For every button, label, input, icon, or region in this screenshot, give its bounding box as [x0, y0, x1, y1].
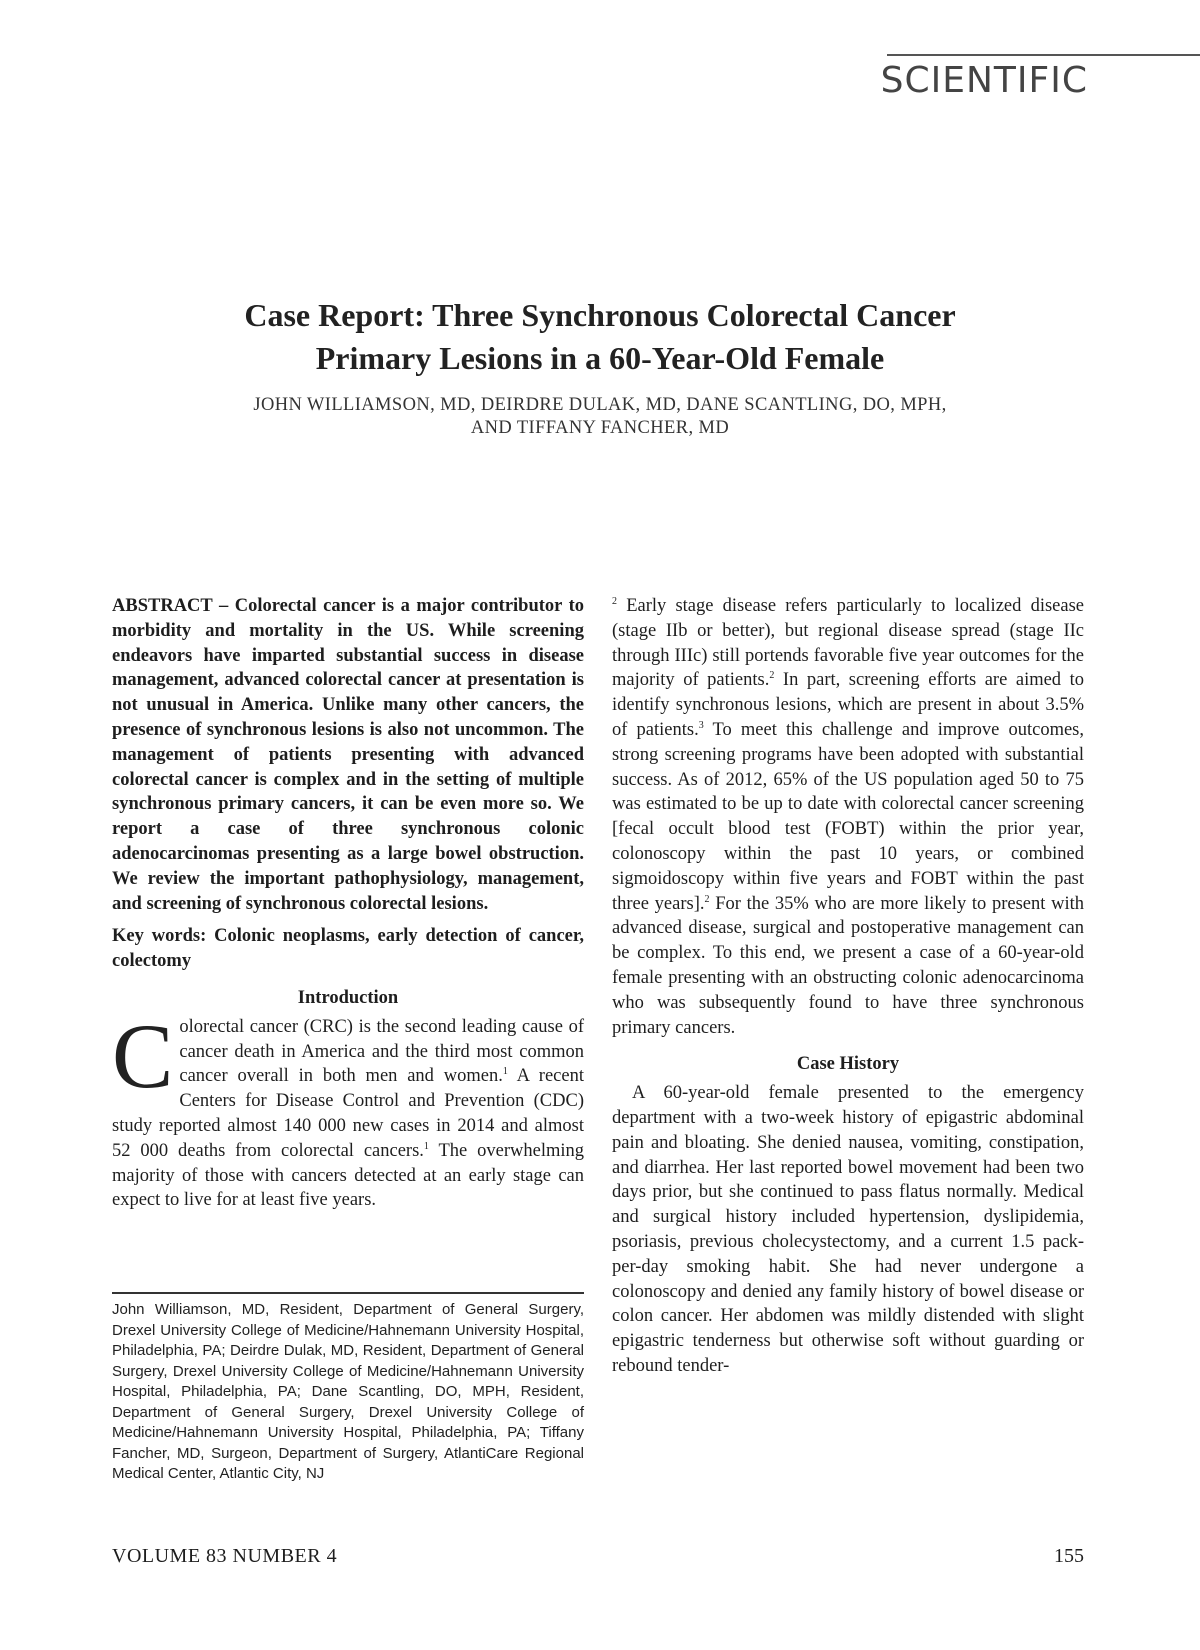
authors: [112, 394, 1088, 440]
ref-2: 2: [612, 595, 617, 607]
case-history-paragraph: A 60-year-old female presented to the emergency department with a two-week history of epigastric abdominal pain and bloating. She denied nausea, vomiting, constipation, and diarrhea. Her last reported bowel movement had been two days prior, but she continued to pass flatus normally. Medical and surgical history included hypertension, dyslipidemia, psoriasis, previous cholecystectomy, and a current 1.5 pack-per-day smoking habit. She had never undergone a colonoscopy and denied any family history of bowel disease or colon cancer. Her abdomen was mildly distended with slight epigastric tenderness but otherwise soft without guarding or rebound tender-: [612, 1083, 1084, 1376]
intro-text-2: A recent Centers for Disease Control and Prevention (CDC) study reported almost 140 000 new cases in 2014 and almost 52 000 deaths from colorectal cancers.: [112, 1066, 584, 1161]
article-title: [112, 294, 1088, 380]
abstract: ABSTRACT – Colorectal cancer is a major contributor to morbidity and mortality in the US. While screening endeavors have imparted substantial success in disease management, advanced colorectal cancer at presentation is not unusual in America. Unlike many other cancers, the presence of synchronous lesions is also not uncommon. The management of patients presenting with advanced colorectal cancer is complex and in the setting of multiple synchronous primary cancers, it can be even more so. We report a case of three synchronous colonic adenocarcinomas presenting as a large bowel obstruction. We review the important pathophysiology, management, and screening of synchronous colorectal lesions.: [112, 596, 584, 914]
footnote-rule: [112, 1292, 584, 1294]
introduction-paragraph: [112, 1004, 584, 1213]
ref-2c: 2: [704, 893, 710, 905]
page-number: 155: [1054, 1545, 1084, 1567]
ref-1b: 1: [423, 1140, 429, 1152]
intro-text-7: For the 35% who are more likely to present with advanced disease, surgical and postoperative management can be complex. To this end, we present a case of a 60-year-old female presenting with an obstructing colonic adenocarcinoma who was subsequently found to have three synchronous primary cancers.: [612, 893, 1085, 1038]
ref-3: 3: [698, 719, 704, 731]
authors-line-2: AND TIFFANY FANCHER, MD: [470, 418, 730, 438]
volume-number: VOLUME 83 NUMBER 4: [112, 1545, 338, 1567]
title-block: [112, 294, 1088, 440]
ref-1: 1: [502, 1066, 508, 1078]
intro-text-6: To meet this challenge and improve outcomes, strong screening programs have been adopted with substantial success. As of 2012, 65% of the US population aged 50 to 75 was estimated to be up to date with colorectal cancer screening [fecal occult blood test (FOBT) within the prior year, colonoscopy within the past 10 years, or combined sigmoidoscopy within five years and FOBT within the past three years].: [612, 719, 1085, 914]
intro-text-5: In part, screening efforts are aimed to identify synchronous lesions, which are present in about 3.5% of patients.: [612, 670, 1084, 740]
right-column: [612, 594, 1084, 1379]
title-line-2: Primary Lesions in a 60-Year-Old Female: [315, 340, 885, 376]
section-label: SCIENTIFIC: [880, 60, 1088, 101]
intro-text-1: olorectal cancer (CRC) is the second leading cause of cancer death in America and the third most common cancer overall in both men and women.: [179, 1016, 584, 1087]
section-rule: [887, 54, 1200, 56]
drop-cap: C: [112, 1004, 174, 1107]
intro-text-4: Early stage disease refers particularly to localized disease (stage IIb or better), but regional disease spread (stage IIc through IIIc) still portends favorable five year outcomes for the majority of patients.: [612, 596, 1084, 691]
authors-line-1: JOHN WILLIAMSON, MD, DEIRDRE DULAK, MD, DANE SCANTLING, DO, MPH,: [253, 395, 947, 415]
title-line-1: Case Report: Three Synchronous Colorectal Cancer: [244, 297, 956, 333]
keywords: Key words: Colonic neoplasms, early detection of cancer, colectomy: [112, 926, 584, 972]
introduction-continued: [612, 594, 1084, 1040]
ref-2b: 2: [769, 670, 775, 682]
introduction-heading: Introduction: [297, 987, 399, 1008]
author-affiliations-footnote: John Williamson, MD, Resident, Department of General Surgery, Drexel University College of Medicine/Hahnemann University Hospital, Philadelphia, PA; Deirdre Dulak, MD, Resident, Department of General Surgery, Drexel University College of Medicine/Hahnemann University Hospital, Philadelphia, PA; Dane Scantling, DO, MPH, Resident, Department of General Surgery, Drexel University College of Medicine/Hahnemann University Hospital, Philadelphia, PA; Tiffany Fancher, MD, Surgeon, Department of Surgery, AtlantiCare Regional Medical Center, Atlantic City, NJ: [112, 1301, 584, 1482]
case-history-heading: Case History: [796, 1054, 900, 1075]
left-column: [112, 594, 584, 1213]
intro-text-3: The overwhelming majority of those with cancers detected at an early stage can expect to live for at least five years.: [112, 1140, 584, 1211]
